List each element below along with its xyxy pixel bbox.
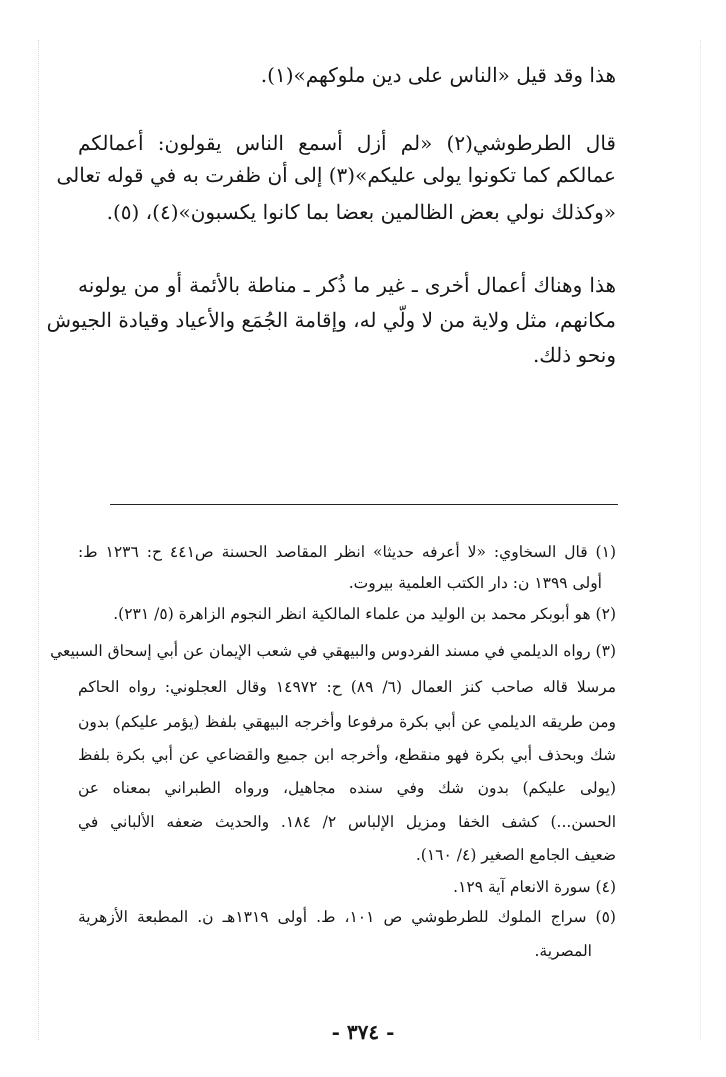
body-line: «وكذلك نولي بعض الظالمين بعضا بما كانوا يكسبون»(٤)، (٥).	[106, 200, 616, 224]
footnote-line: (١) قال السخاوي: «لا أعرفه حديثا» انظر المقاصد الحسنة ص٤٤١ ح: ١٢٣٦ ط:	[78, 543, 616, 561]
body-line: هذا وهناك أعمال أخرى ـ غير ما ذُكر ـ مناطة بالأئمة أو من يولونه	[78, 273, 616, 297]
body-line: عمالكم كما تكونوا يولى عليكم»(٣) إلى أن ظفرت به في قوله تعالى	[56, 163, 616, 187]
footnote-line: المصرية.	[534, 942, 592, 960]
body-line: ونحو ذلك.	[532, 343, 616, 367]
footnote-line: شك وبحذف أبي بكرة فهو منقطع، وأخرجه ابن جميع والقضاعي عن أبي بكرة بلفظ	[78, 746, 616, 764]
body-line: مكانهم، مثل ولاية من لا ولّي له، وإقامة الجُمَع والأعياد وقيادة الجيوش	[46, 308, 616, 332]
footnote-line: (يولى عليكم) بدون شك وفي سنده مجاهيل، ورواه الطبراني بمعناه عن	[78, 779, 616, 797]
footnote-line: ومن طريقه الديلمي عن أبي بكرة مرفوعا وأخرجه البيهقي بلفظ (يؤمر عليكم) بدون	[78, 713, 616, 731]
scan-edge-left	[38, 40, 39, 1040]
body-line: هذا وقد قيل «الناس على دين ملوكهم»(١).	[260, 63, 616, 87]
footnote-line: الحسن...) كشف الخفا ومزيل الإلباس ٢/ ١٨٤. والحديث ضعفه الألباني في	[78, 813, 617, 831]
footnote-line: (٤) سورة الانعام آية ١٢٩.	[453, 878, 616, 896]
footnote-line: (٢) هو أبوبكر محمد بن الوليد من علماء المالكية انظر النجوم الزاهرة (٥/ ٢٣١).	[113, 605, 616, 623]
body-line: قال الطرطوشي(٢) «لم أزل أسمع الناس يقولون: أعمالكم	[78, 131, 616, 155]
page-number: - ٣٧٤ -	[331, 1020, 395, 1044]
footnote-line: أولى ١٣٩٩ ن: دار الكتب العلمية بيروت.	[348, 574, 602, 592]
footnote-line: (٥) سراج الملوك للطرطوشي ص ١٠١، ط. أولى ١٣١٩هـ ن. المطبعة الأزهرية	[78, 908, 616, 926]
footnote-line: (٣) رواه الديلمي في مسند الفردوس والبيهقي في شعب الإيمان عن أبي إسحاق السبيعي	[50, 642, 616, 660]
footnote-separator	[110, 504, 618, 505]
footnote-line: مرسلا قاله صاحب كنز العمال (٦/ ٨٩) ح: ١٤٩٧٢ وقال العجلوني: رواه الحاكم	[78, 678, 617, 696]
scan-edge-right	[700, 40, 701, 1040]
footnote-line: ضعيف الجامع الصغير (٤/ ١٦٠).	[415, 846, 616, 864]
